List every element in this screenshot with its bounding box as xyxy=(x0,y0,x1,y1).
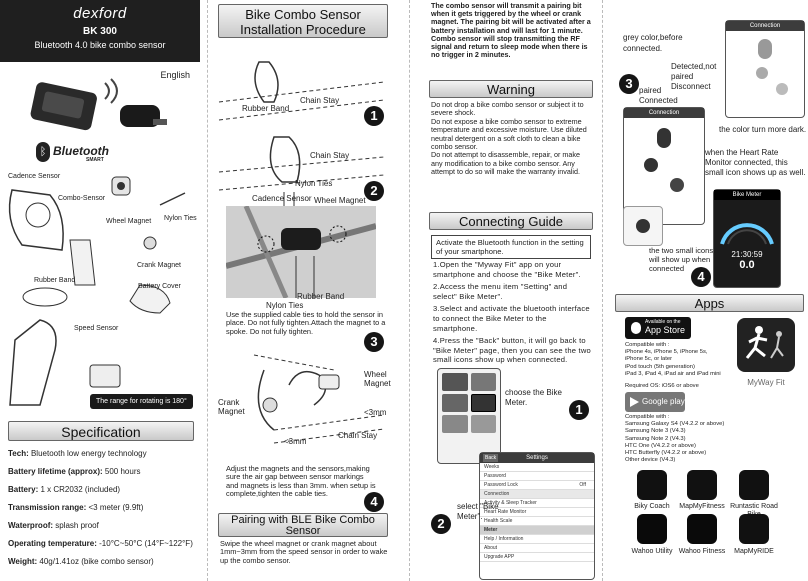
ios-compat: Compatible with : iPhone 4s, iPhone 5, iPhone 5s, iPhone 5c, or later iPod touch (5th generation) iPad 3, iPad 4, iPad air and iPad mini xyxy=(625,342,721,377)
spec-row: Battery: 1 x CR2032 (included) xyxy=(8,485,121,494)
panel-apps xyxy=(609,0,808,581)
guide-step: 4.Press the "Back" button, it will go back to "Bike Meter" page, then you can see the two small icons show up when connected. xyxy=(433,336,591,365)
label-nylon-ties-2: Nylon Ties xyxy=(266,301,304,310)
fold-line xyxy=(602,0,603,581)
speed-readout: 0.0 xyxy=(739,259,755,271)
label-rubber-band-2: Rubber Band xyxy=(297,292,345,301)
spec-row: Waterproof: splash proof xyxy=(8,521,99,530)
install-photo xyxy=(226,206,376,298)
label-gap-b: <3mm xyxy=(284,437,307,446)
step-number-3: 3 xyxy=(364,332,384,352)
fold-line xyxy=(409,0,410,581)
settings-row-meter[interactable]: Meter xyxy=(480,526,594,535)
settings-row[interactable]: Health Scale xyxy=(480,517,594,526)
bluetooth-icon: ᛒ xyxy=(36,142,50,162)
runtastic-road-bike-icon[interactable] xyxy=(739,470,769,500)
app-tile[interactable] xyxy=(442,394,468,412)
warning-text: Do not drop a bike combo sensor or subject it to severe shock. Do not expose a bike combo sensor to extreme temperature and excessive moisture. Use diluted neutral detergent on a soft cloth to clean a bike combo sensor. Do not attempt to disassemble, repair, or make any modification to a bike combo sensor. Any attempt to do so will make the warranty invalid. xyxy=(431,100,587,177)
label-wheel-magnet-3: Wheel Magnet xyxy=(364,370,391,388)
android-compat: Compatible with : Samsung Galaxy S4 (V4.2.2 or above) Samsung Note 3 (V4.3) Samsung Note 2 (V4.3) HTC One (V4.2.2 or above) HTC Butterfly (V4.2.2 or above) Other device (V4.3) xyxy=(625,414,725,464)
panel-installation xyxy=(214,0,392,581)
label-crank-magnet-2: Crank Magnet xyxy=(218,398,245,416)
spec-row: Battery lifetime (approx): 500 hours xyxy=(8,467,141,476)
app-name: Wahoo Utility xyxy=(631,548,673,555)
biky-coach-icon[interactable] xyxy=(637,470,667,500)
label-chain-stay-2: Chain Stay xyxy=(310,151,350,160)
bike-meter-bar: Bike Meter xyxy=(714,190,780,200)
phone-bike-meter xyxy=(713,189,781,288)
label-rubber-band: Rubber Band xyxy=(34,277,76,284)
ios-required: Required OS: iOS6 or above xyxy=(625,383,699,389)
bluetooth-logo xyxy=(36,142,116,164)
app-store-label: App Store xyxy=(645,325,686,335)
rotating-note: The range for rotating is 180° xyxy=(90,394,193,409)
step-number-1: 1 xyxy=(364,106,384,126)
speedometer-gauge xyxy=(714,200,780,250)
settings-row[interactable]: Weeks xyxy=(480,463,594,472)
step-number-4: 4 xyxy=(364,492,384,512)
app-name: Wahoo Fitness xyxy=(678,548,726,555)
install-note-2: Adjust the magnets and the sensors,making sure the air gap between sensor markings and magnets is less than 3mm. when setup is complete,tighten the cable ties. xyxy=(226,464,376,499)
label-speed-sensor: Speed Sensor xyxy=(74,325,119,332)
app-store-badge[interactable] xyxy=(625,317,691,339)
pairing-intro: The combo sensor will transmit a pairing bit when it gets triggered by the wheel or crank magnet. The pairing bit will be activated after a battery installation and will last for 1 minute. Combo sensor will stop transmitting the RF signal and return to sleep mode when there is no trigger in 2 minutes. xyxy=(431,1,591,60)
spec-row: Operating temperature: -10°C~50°C (14°F~122°F) xyxy=(8,539,193,548)
play-icon xyxy=(630,397,639,407)
label-wheel-magnet-2: Wheel Magnet xyxy=(314,196,366,205)
select-bike-meter-note: select "Bike Meter". xyxy=(457,502,499,521)
two-icons-note: the two small icons will show up when connected xyxy=(649,246,714,274)
bluetooth-smart: SMART xyxy=(86,157,104,163)
guide-step: 2.Access the menu item "Setting" and select" Bike Meter". xyxy=(433,282,568,301)
settings-row[interactable]: Activity & Sleep Tracker xyxy=(480,499,594,508)
app-tile-grid xyxy=(438,369,500,437)
fold-line xyxy=(207,0,208,581)
pairing-title: Pairing with BLE Bike Combo Sensor xyxy=(218,513,388,537)
settings-row[interactable]: Heart Rate Monitor xyxy=(480,508,594,517)
language-label: English xyxy=(160,70,190,80)
label-crank-magnet: Crank Magnet xyxy=(137,262,181,269)
app-tile[interactable] xyxy=(471,415,497,433)
settings-title: Settings xyxy=(526,455,548,461)
heart-rate-note: when the Heart Rate Monitor connected, this small icon shows up as well. xyxy=(705,148,806,177)
connect-step-3: 3 xyxy=(619,74,639,94)
app-store-small: Available on the xyxy=(645,319,681,325)
label-chain-stay-1: Chain Stay xyxy=(300,96,340,105)
myway-fit-icon[interactable] xyxy=(737,318,795,372)
connect-step-4: 4 xyxy=(691,267,711,287)
phone-connection-1 xyxy=(725,20,805,118)
app-name: Biky Coach xyxy=(634,503,670,510)
guide-step: 1.Open the "Myway Fit" app on your smartphone and choose the "Bike Meter". xyxy=(433,260,581,279)
spec-list xyxy=(8,445,200,571)
apps-title: Apps xyxy=(615,294,804,312)
paired-note: paired Connected xyxy=(639,86,678,105)
apple-icon xyxy=(631,322,641,334)
settings-row[interactable]: Connection xyxy=(480,490,594,499)
connection-bar: Connection xyxy=(726,21,804,31)
panel-connecting xyxy=(419,0,595,581)
mapmyride-icon[interactable] xyxy=(739,514,769,544)
label-gap-a: <3mm xyxy=(364,408,387,417)
spec-row: Weight: 40g/1.41oz (bike combo sensor) xyxy=(8,557,154,566)
warning-title: Warning xyxy=(429,80,593,98)
bluetooth-icon xyxy=(758,39,772,59)
back-button[interactable]: Back xyxy=(485,455,497,461)
app-tile[interactable] xyxy=(471,373,497,391)
phone-app-home xyxy=(437,368,501,464)
wahoo-utility-icon[interactable] xyxy=(637,514,667,544)
app-name: MapMyRIDE xyxy=(734,548,774,555)
install-title: Bike Combo Sensor Installation Procedure xyxy=(218,4,388,38)
label-nylon-ties: Nylon Ties xyxy=(164,215,197,222)
spec-row: Tech: Bluetooth low energy technology xyxy=(8,449,147,458)
guide-step: 3.Select and activate the bluetooth interface to connect the Bike Meter to the smartphone. xyxy=(433,304,590,333)
off-value: Off xyxy=(579,482,586,488)
label-chain-stay-3: Chain Stay xyxy=(338,431,378,440)
settings-row[interactable]: Help / Information xyxy=(480,535,594,544)
bluetooth-word: Bluetooth xyxy=(53,144,109,158)
small-icons-group xyxy=(623,206,663,246)
model-number: BK 300 xyxy=(83,26,117,37)
spec-title: Specification xyxy=(8,421,194,441)
runner-icon xyxy=(737,318,795,372)
detected-note: Detected,not paired Disconnect xyxy=(671,62,717,91)
connect-step-2: 2 xyxy=(431,514,451,534)
settings-bar xyxy=(480,453,594,463)
myway-fit-label: MyWay Fit xyxy=(747,378,785,387)
sensor-small-icon xyxy=(636,219,650,233)
choose-bike-meter-note: choose the Bike Meter. xyxy=(505,388,562,407)
step-number-2: 2 xyxy=(364,181,384,201)
settings-row[interactable]: Upgrade APP xyxy=(480,553,594,562)
parts-diagram xyxy=(0,165,200,415)
guide-steps xyxy=(433,260,591,365)
product-photo xyxy=(25,75,175,145)
bike-meter-tile[interactable] xyxy=(471,394,497,412)
brand-header xyxy=(0,0,200,62)
darker-note: the color turn more dark. xyxy=(719,125,807,134)
guide-title: Connecting Guide xyxy=(429,212,593,230)
dark-sensor-icon xyxy=(644,158,658,172)
label-combo-sensor: Combo-Sensor xyxy=(58,195,106,202)
brand-logo: dexford xyxy=(73,5,127,22)
mapmyfitness-icon[interactable] xyxy=(687,470,717,500)
label-rubber-band-1: Rubber Band xyxy=(242,104,290,113)
product-subtitle: Bluetooth 4.0 bike combo sensor xyxy=(34,40,166,50)
label-wheel-magnet: Wheel Magnet xyxy=(106,218,152,225)
app-tile[interactable] xyxy=(442,415,468,433)
app-name: Runtastic Road xyxy=(730,503,778,510)
panel-cover xyxy=(0,0,200,581)
settings-row[interactable]: Password xyxy=(480,472,594,481)
app-tile[interactable] xyxy=(442,373,468,391)
grey-color-note: grey color,before connected. xyxy=(623,33,683,53)
connection-bar: Connection xyxy=(624,108,704,118)
clock-readout: 21:30:59 xyxy=(731,250,763,259)
app-name: MapMyFitness xyxy=(679,503,725,510)
grey-sensor-icon xyxy=(756,67,768,79)
google-play-label: Google play xyxy=(642,397,685,406)
grey-sensor-icon xyxy=(776,83,788,95)
label-battery-cover: Battery Cover xyxy=(138,283,181,290)
bluetooth-icon xyxy=(657,128,671,148)
google-play-badge[interactable] xyxy=(625,392,685,412)
connect-step-1: 1 xyxy=(569,400,589,420)
spec-row: Transmission range: <3 meter (9.9ft) xyxy=(8,503,144,512)
activate-bluetooth-note: Activate the Bluetooth function in the setting of your smartphone. xyxy=(431,235,591,259)
label-nylon-ties-1: Nylon Ties xyxy=(295,179,333,188)
install-note-1: Use the supplied cable ties to hold the sensor in place. Do not fully tighten.Attach the magnet to a spoke. Do not fully tighten. xyxy=(226,310,386,336)
label-cadence-sensor: Cadence Sensor xyxy=(8,173,61,180)
wahoo-fitness-icon[interactable] xyxy=(687,514,717,544)
settings-row[interactable]: Password Lock Off xyxy=(480,481,594,490)
settings-row[interactable]: About xyxy=(480,544,594,553)
dark-sensor-icon xyxy=(670,178,684,192)
install-diagram-3 xyxy=(214,345,392,445)
label-cadence-sensor-2: Cadence Sensor xyxy=(252,194,312,203)
pairing-text: Swipe the wheel magnet or crank magnet about 1mm~3mm from the speed sensor in order to wake up the combo sensor. xyxy=(220,539,388,565)
